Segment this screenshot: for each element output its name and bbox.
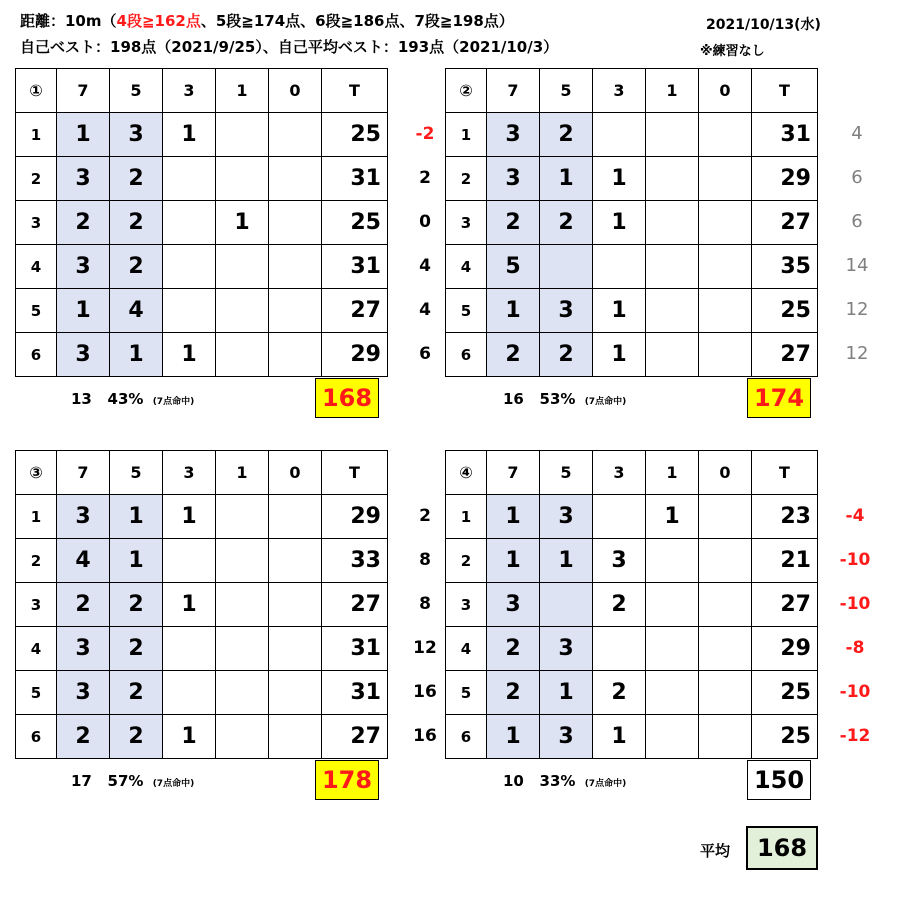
count-7: 2 xyxy=(57,583,110,627)
table-row xyxy=(16,627,388,671)
count-0 xyxy=(269,333,322,377)
running-diff: 16 xyxy=(413,726,437,746)
hit-note: (7点命中) xyxy=(584,397,627,407)
running-diff: 6 xyxy=(851,211,863,232)
end-number: 2 xyxy=(446,539,487,583)
count-1 xyxy=(216,245,269,289)
count-5: 3 xyxy=(540,289,593,333)
count-7: 2 xyxy=(487,671,540,715)
count-3: 1 xyxy=(593,333,646,377)
header-ranks: 、5段≧174点、6段≧186点、7段≧198点） xyxy=(200,12,514,30)
table-row xyxy=(16,201,388,245)
count-3 xyxy=(163,289,216,333)
running-diff: 4 xyxy=(419,256,431,276)
grand-total: 178 xyxy=(315,760,379,800)
session-label: ④ xyxy=(446,451,487,495)
running-diff: 8 xyxy=(419,594,431,614)
running-diff: 4 xyxy=(851,123,863,144)
running-diff: -12 xyxy=(839,726,871,746)
end-number: 5 xyxy=(446,289,487,333)
table-row xyxy=(446,333,818,377)
running-diff: -10 xyxy=(839,550,871,570)
end-total: 27 xyxy=(752,201,818,245)
end-number: 5 xyxy=(16,289,57,333)
count-1 xyxy=(216,333,269,377)
count-0 xyxy=(269,495,322,539)
hit-percent: 43% xyxy=(107,390,144,408)
count-5: 1 xyxy=(540,671,593,715)
end-number: 6 xyxy=(16,333,57,377)
count-1 xyxy=(216,715,269,759)
end-number: 3 xyxy=(16,201,57,245)
count-5: 2 xyxy=(110,245,163,289)
count-1 xyxy=(216,583,269,627)
col-header-total: T xyxy=(322,451,388,495)
count-7: 3 xyxy=(57,671,110,715)
running-diff: 12 xyxy=(845,299,869,320)
hit-percent: 57% xyxy=(107,772,144,790)
count-5: 2 xyxy=(110,671,163,715)
count-3 xyxy=(163,539,216,583)
end-number: 1 xyxy=(446,113,487,157)
score-table-4 xyxy=(445,450,818,759)
end-total: 27 xyxy=(322,289,388,333)
table-row xyxy=(446,113,818,157)
count-1 xyxy=(216,157,269,201)
count-3: 1 xyxy=(593,157,646,201)
count-1 xyxy=(646,333,699,377)
running-diff: 16 xyxy=(413,682,437,702)
col-header-3: 3 xyxy=(593,451,646,495)
session-label: ① xyxy=(16,69,57,113)
count-0 xyxy=(269,289,322,333)
count-1 xyxy=(216,113,269,157)
count-1 xyxy=(216,289,269,333)
session-block-3 xyxy=(15,450,437,800)
end-number: 3 xyxy=(446,201,487,245)
count-5: 1 xyxy=(540,157,593,201)
end-total: 29 xyxy=(752,627,818,671)
table-header-row xyxy=(446,69,818,113)
col-header-1: 1 xyxy=(646,69,699,113)
running-diff: -10 xyxy=(839,682,871,702)
count-1 xyxy=(646,201,699,245)
end-total: 27 xyxy=(752,583,818,627)
count-0 xyxy=(269,715,322,759)
count-0 xyxy=(699,495,752,539)
count-0 xyxy=(269,201,322,245)
running-diff: 2 xyxy=(419,168,431,188)
header-distance: 距離：10m（ xyxy=(20,12,117,30)
running-diff: -2 xyxy=(415,124,435,144)
count-0 xyxy=(269,627,322,671)
count-7: 2 xyxy=(487,201,540,245)
col-header-3: 3 xyxy=(593,69,646,113)
count-0 xyxy=(269,245,322,289)
table-header-row xyxy=(446,451,818,495)
count-5: 2 xyxy=(110,157,163,201)
count-3 xyxy=(163,201,216,245)
hit-stats xyxy=(503,772,626,790)
average-value: 168 xyxy=(746,826,818,870)
count-3: 2 xyxy=(593,671,646,715)
count-0 xyxy=(269,113,322,157)
col-header-total: T xyxy=(322,69,388,113)
running-diff: -8 xyxy=(845,638,865,658)
count-1 xyxy=(646,157,699,201)
count-5: 1 xyxy=(110,539,163,583)
end-number: 4 xyxy=(16,245,57,289)
table-row xyxy=(16,671,388,715)
running-diff: 2 xyxy=(419,506,431,526)
session-block-4 xyxy=(445,450,871,800)
count-3: 2 xyxy=(593,583,646,627)
end-number: 3 xyxy=(446,583,487,627)
running-diff: 12 xyxy=(413,638,437,658)
end-number: 2 xyxy=(16,157,57,201)
count-3 xyxy=(163,245,216,289)
count-7: 1 xyxy=(487,495,540,539)
header-line-2: 自己ベスト：198点（2021/9/25）、自己平均ベスト：193点（2021/10/3） xyxy=(20,38,559,56)
table-row xyxy=(16,245,388,289)
end-number: 4 xyxy=(446,245,487,289)
col-header-total: T xyxy=(752,69,818,113)
end-total: 27 xyxy=(322,583,388,627)
col-header-5: 5 xyxy=(540,451,593,495)
count-0 xyxy=(699,289,752,333)
end-total: 31 xyxy=(322,671,388,715)
count-3: 1 xyxy=(593,715,646,759)
count-3: 3 xyxy=(593,539,646,583)
table-row xyxy=(16,113,388,157)
col-header-7: 7 xyxy=(487,451,540,495)
count-0 xyxy=(269,671,322,715)
count-0 xyxy=(699,539,752,583)
count-7: 3 xyxy=(487,113,540,157)
count-0 xyxy=(699,201,752,245)
end-number: 1 xyxy=(16,113,57,157)
count-5: 1 xyxy=(110,333,163,377)
count-5: 2 xyxy=(110,715,163,759)
end-total: 23 xyxy=(752,495,818,539)
hit-count: 10 xyxy=(503,772,524,790)
hit-note: (7点命中) xyxy=(584,779,627,789)
col-header-0: 0 xyxy=(699,69,752,113)
running-diff: 12 xyxy=(845,343,869,364)
table-row xyxy=(16,715,388,759)
count-1 xyxy=(216,671,269,715)
end-total: 31 xyxy=(322,157,388,201)
col-header-1: 1 xyxy=(646,451,699,495)
table-row xyxy=(446,245,818,289)
running-diff: -10 xyxy=(839,594,871,614)
session-date: 2021/10/13(水) xyxy=(706,17,821,33)
score-table-2 xyxy=(445,68,818,377)
end-number: 4 xyxy=(16,627,57,671)
end-number: 3 xyxy=(16,583,57,627)
count-7: 3 xyxy=(57,495,110,539)
average-label: 平均 xyxy=(700,842,731,860)
running-diff: 0 xyxy=(419,212,431,232)
hit-percent: 33% xyxy=(539,772,576,790)
table-row xyxy=(16,289,388,333)
end-total: 25 xyxy=(322,113,388,157)
count-5: 1 xyxy=(110,495,163,539)
count-5: 3 xyxy=(110,113,163,157)
count-5: 2 xyxy=(110,583,163,627)
table-row xyxy=(16,583,388,627)
count-1: 1 xyxy=(646,495,699,539)
count-3: 1 xyxy=(163,495,216,539)
count-3: 1 xyxy=(163,113,216,157)
count-1 xyxy=(646,289,699,333)
end-number: 5 xyxy=(16,671,57,715)
count-0 xyxy=(269,583,322,627)
count-7: 5 xyxy=(487,245,540,289)
hit-count: 16 xyxy=(503,390,524,408)
count-1 xyxy=(646,245,699,289)
end-total: 31 xyxy=(752,113,818,157)
count-7: 1 xyxy=(487,715,540,759)
count-7: 3 xyxy=(57,157,110,201)
end-number: 2 xyxy=(446,157,487,201)
end-number: 6 xyxy=(16,715,57,759)
grand-total: 168 xyxy=(315,378,379,418)
count-3 xyxy=(593,113,646,157)
count-5: 2 xyxy=(540,201,593,245)
col-header-3: 3 xyxy=(163,451,216,495)
count-0 xyxy=(699,113,752,157)
count-5: 2 xyxy=(540,113,593,157)
hit-stats xyxy=(71,390,194,408)
table-row xyxy=(16,539,388,583)
session-block-2 xyxy=(445,68,869,418)
table-header-row xyxy=(16,451,388,495)
end-total: 25 xyxy=(322,201,388,245)
table-row xyxy=(446,583,818,627)
end-total: 35 xyxy=(752,245,818,289)
count-7: 2 xyxy=(57,715,110,759)
count-7: 1 xyxy=(57,113,110,157)
count-7: 3 xyxy=(57,627,110,671)
count-7: 3 xyxy=(57,333,110,377)
grand-total: 174 xyxy=(747,378,811,418)
session-label: ③ xyxy=(16,451,57,495)
end-number: 2 xyxy=(16,539,57,583)
hit-note: (7点命中) xyxy=(152,779,195,789)
table-row xyxy=(446,157,818,201)
table-row xyxy=(446,671,818,715)
count-1 xyxy=(646,583,699,627)
count-0 xyxy=(699,333,752,377)
count-1 xyxy=(216,539,269,583)
count-0 xyxy=(699,715,752,759)
col-header-0: 0 xyxy=(269,69,322,113)
count-7: 2 xyxy=(487,627,540,671)
col-header-0: 0 xyxy=(699,451,752,495)
count-7: 3 xyxy=(487,583,540,627)
count-7: 2 xyxy=(57,201,110,245)
running-diff: 6 xyxy=(851,167,863,188)
running-diff: 8 xyxy=(419,550,431,570)
hit-note: (7点命中) xyxy=(152,397,195,407)
end-total: 31 xyxy=(322,245,388,289)
count-7: 3 xyxy=(487,157,540,201)
end-total: 25 xyxy=(752,671,818,715)
count-5 xyxy=(540,245,593,289)
count-5 xyxy=(540,583,593,627)
count-3 xyxy=(593,627,646,671)
table-header-row xyxy=(16,69,388,113)
end-total: 29 xyxy=(752,157,818,201)
end-total: 29 xyxy=(322,333,388,377)
grand-total: 150 xyxy=(747,760,811,800)
end-total: 29 xyxy=(322,495,388,539)
count-0 xyxy=(699,245,752,289)
end-total: 21 xyxy=(752,539,818,583)
end-number: 4 xyxy=(446,627,487,671)
table-row xyxy=(446,495,818,539)
count-1 xyxy=(216,627,269,671)
count-0 xyxy=(699,157,752,201)
col-header-7: 7 xyxy=(57,451,110,495)
col-header-0: 0 xyxy=(269,451,322,495)
end-number: 5 xyxy=(446,671,487,715)
count-5: 3 xyxy=(540,495,593,539)
table-row xyxy=(446,715,818,759)
table-row xyxy=(446,201,818,245)
running-diff: -4 xyxy=(845,506,865,526)
count-3 xyxy=(163,671,216,715)
count-5: 3 xyxy=(540,715,593,759)
count-7: 1 xyxy=(487,539,540,583)
count-7: 4 xyxy=(57,539,110,583)
count-5: 2 xyxy=(110,627,163,671)
hit-count: 13 xyxy=(71,390,92,408)
table-row xyxy=(16,333,388,377)
col-header-3: 3 xyxy=(163,69,216,113)
count-3 xyxy=(593,495,646,539)
table-row xyxy=(446,539,818,583)
table-row xyxy=(16,495,388,539)
count-1 xyxy=(646,715,699,759)
count-7: 1 xyxy=(487,289,540,333)
practice-note: ※練習なし xyxy=(700,44,765,59)
count-3: 1 xyxy=(163,333,216,377)
end-total: 27 xyxy=(322,715,388,759)
end-number: 1 xyxy=(446,495,487,539)
count-3: 1 xyxy=(593,289,646,333)
count-3 xyxy=(163,157,216,201)
col-header-5: 5 xyxy=(110,451,163,495)
count-5: 2 xyxy=(540,333,593,377)
hit-stats xyxy=(71,772,194,790)
count-0 xyxy=(699,627,752,671)
count-0 xyxy=(269,539,322,583)
count-1 xyxy=(646,671,699,715)
count-0 xyxy=(699,583,752,627)
score-table-3 xyxy=(15,450,388,759)
count-0 xyxy=(699,671,752,715)
col-header-7: 7 xyxy=(487,69,540,113)
count-1 xyxy=(646,539,699,583)
count-5: 1 xyxy=(540,539,593,583)
running-diff: 14 xyxy=(845,255,869,276)
count-3: 1 xyxy=(163,583,216,627)
hit-count: 17 xyxy=(71,772,92,790)
count-5: 4 xyxy=(110,289,163,333)
table-row xyxy=(446,289,818,333)
count-5: 3 xyxy=(540,627,593,671)
session-block-1 xyxy=(15,68,435,418)
count-3: 1 xyxy=(593,201,646,245)
col-header-5: 5 xyxy=(540,69,593,113)
table-row xyxy=(446,627,818,671)
end-total: 27 xyxy=(752,333,818,377)
col-header-1: 1 xyxy=(216,451,269,495)
col-header-7: 7 xyxy=(57,69,110,113)
running-diff: 4 xyxy=(419,300,431,320)
header-rank-4: 4段≧162点 xyxy=(116,12,201,30)
hit-stats xyxy=(503,390,626,408)
score-table-1 xyxy=(15,68,388,377)
col-header-5: 5 xyxy=(110,69,163,113)
end-total: 25 xyxy=(752,715,818,759)
end-number: 6 xyxy=(446,715,487,759)
count-1: 1 xyxy=(216,201,269,245)
col-header-total: T xyxy=(752,451,818,495)
col-header-1: 1 xyxy=(216,69,269,113)
count-7: 2 xyxy=(487,333,540,377)
count-7: 3 xyxy=(57,245,110,289)
session-label: ② xyxy=(446,69,487,113)
count-7: 1 xyxy=(57,289,110,333)
end-total: 25 xyxy=(752,289,818,333)
running-diff: 6 xyxy=(419,344,431,364)
end-total: 31 xyxy=(322,627,388,671)
header-line-1 xyxy=(20,12,514,30)
count-3 xyxy=(593,245,646,289)
end-number: 1 xyxy=(16,495,57,539)
table-row xyxy=(16,157,388,201)
count-3 xyxy=(163,627,216,671)
hit-percent: 53% xyxy=(539,390,576,408)
end-number: 6 xyxy=(446,333,487,377)
count-1 xyxy=(216,495,269,539)
count-0 xyxy=(269,157,322,201)
end-total: 33 xyxy=(322,539,388,583)
count-1 xyxy=(646,113,699,157)
count-3: 1 xyxy=(163,715,216,759)
count-1 xyxy=(646,627,699,671)
count-5: 2 xyxy=(110,201,163,245)
